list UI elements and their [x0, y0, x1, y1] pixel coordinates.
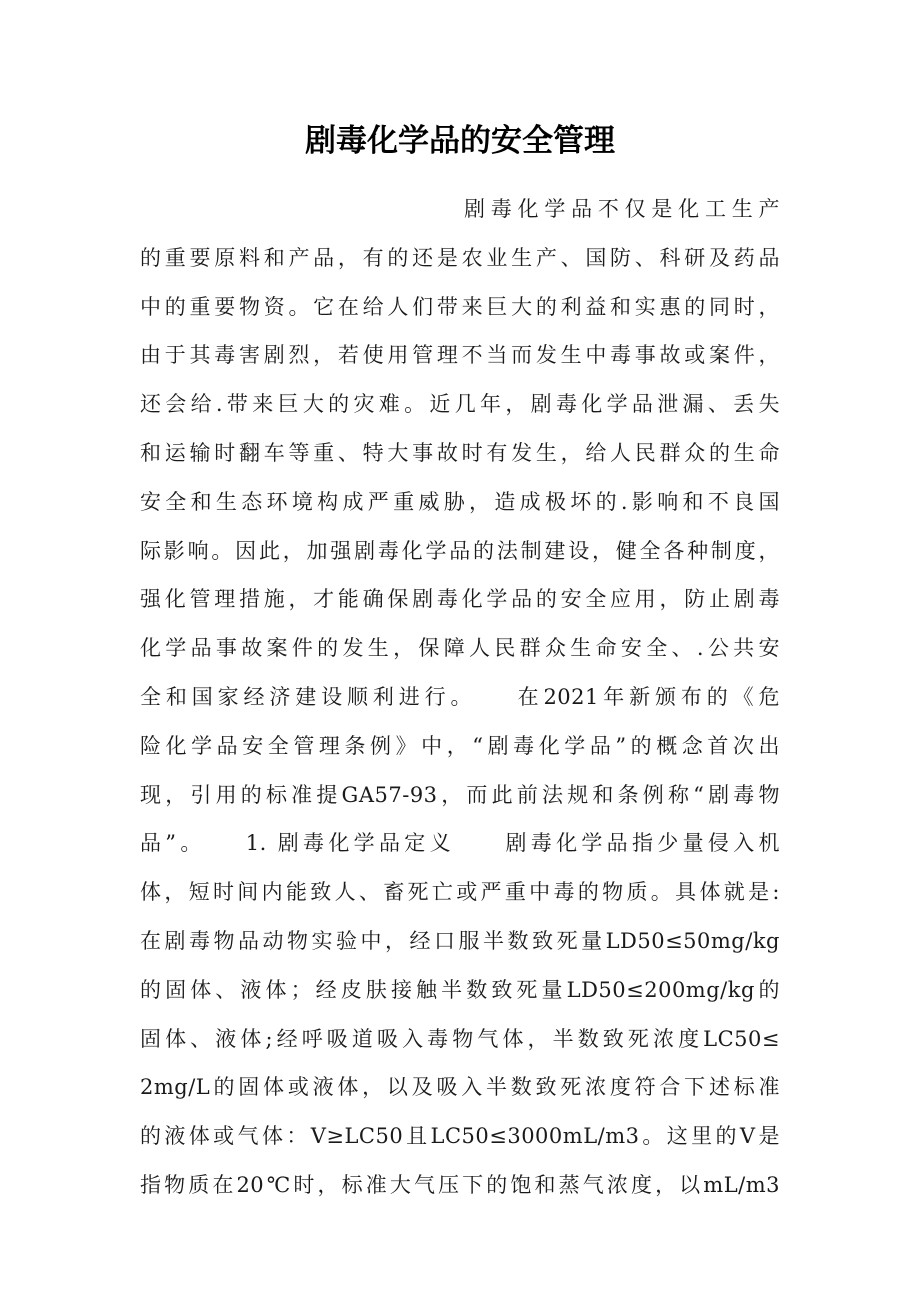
body-line: 的液体或气体：V≥LC50且LC50≤3000mL/m3。这里的V是 — [140, 1124, 780, 1149]
body-line: 还会给.带来巨大的灾难。近几年，剧毒化学品泄漏、丢失 — [140, 392, 780, 417]
body-line: 化学品事故案件的发生，保障人民群众生命安全、.公共安 — [140, 636, 780, 661]
body-line: 的重要原料和产品，有的还是农业生产、国防、科研及药品 — [140, 245, 780, 270]
body-line: 品”。 1. 剧毒化学品定义 剧毒化学品指少量侵入机 — [140, 831, 780, 856]
body-line: 和运输时翻车等重、特大事故时有发生，给人民群众的生命 — [140, 440, 780, 465]
body-line: 指物质在20℃时，标准大气压下的饱和蒸气浓度，以mL/m3 — [140, 1172, 780, 1197]
body-line: 2mg/L的固体或液体，以及吸入半数致死浓度符合下述标准 — [140, 1075, 780, 1100]
body-line: 体，短时间内能致人、畜死亡或严重中毒的物质。具体就是: — [140, 880, 780, 905]
body-line: 际影响。因此，加强剧毒化学品的法制建设，健全各种制度， — [140, 538, 780, 563]
body-line: 由于其毒害剧烈，若使用管理不当而发生中毒事故或案件， — [140, 343, 780, 368]
body-line: 安全和生态环境构成严重威胁，造成极坏的.影响和不良国 — [140, 489, 780, 514]
body-line: 中的重要物资。它在给人们带来巨大的利益和实惠的同时， — [140, 294, 780, 319]
body-line: 的固体、液体；经皮肤接触半数致死量LD50≤200mg/kg的 — [140, 977, 780, 1002]
body-line: 全和国家经济建设顺利进行。 在2021年新颁布的《危 — [140, 684, 780, 709]
body-line: 在剧毒物品动物实验中，经口服半数致死量LD50≤50mg/kg — [140, 928, 780, 953]
document-body — [140, 185, 780, 1210]
body-line: 强化管理措施，才能确保剧毒化学品的安全应用，防止剧毒 — [140, 587, 780, 612]
body-line: 现，引用的标准提GA57-93，而此前法规和条例称“剧毒物 — [140, 782, 780, 807]
body-line: 险化学品安全管理条例》中，“剧毒化学品”的概念首次出 — [140, 733, 780, 758]
body-line: 剧毒化学品不仅是化工生产 — [464, 197, 780, 221]
document-title: 剧毒化学品的安全管理 — [305, 123, 615, 159]
body-line: 固体、液体;经呼吸道吸入毒物气体，半数致死浓度LC50≤ — [140, 1026, 780, 1051]
